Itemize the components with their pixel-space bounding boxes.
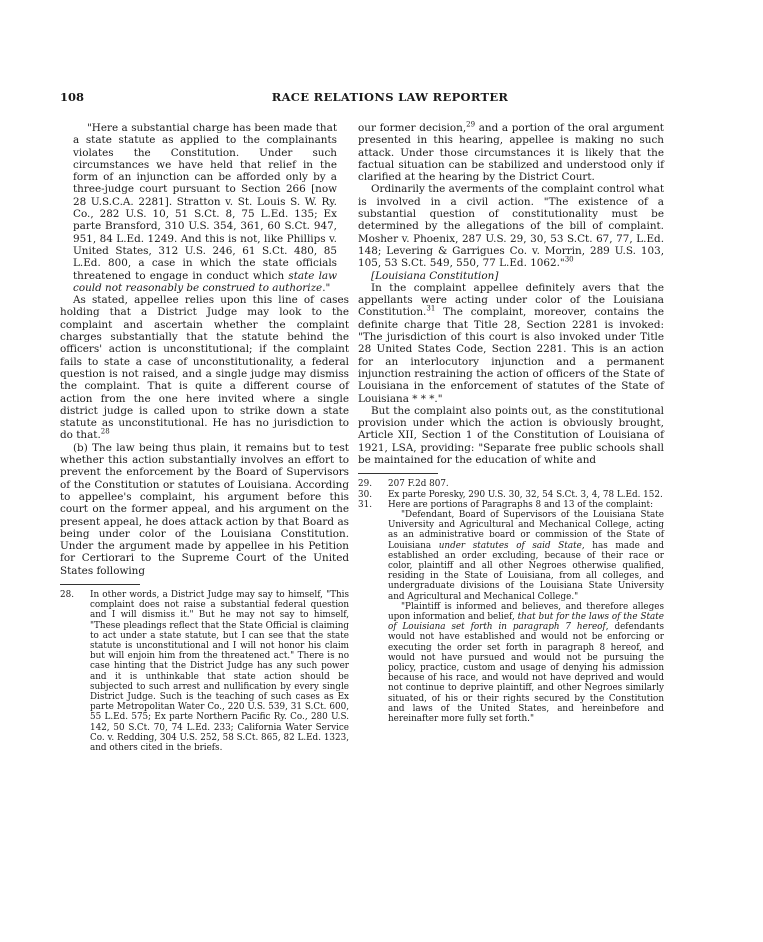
right-column [358, 122, 664, 724]
footnotes-left [60, 590, 349, 753]
running-title: RACE RELATIONS LAW REPORTER [271, 90, 509, 104]
footnote-31-quote-1: "Defendant, Board of Supervisors of the Louisiana State University and Agricultural and Mechanical College, acting as an administrative board or commission of the State of Louisiana under statutes of said State, has made and established an order excluding, because of their race or color, plaintiff and all other Negroes otherwise qualified, residing in the State of Louisiana, from all colleges, and undergraduate divisions of the Louisiana State University and Agricultural and Mechanical College." [388, 509, 664, 602]
footnote-ref: 30 [564, 255, 574, 264]
page-header [60, 90, 720, 106]
footnote-rule [60, 584, 140, 585]
footnote-30: 30. Ex parte Poresky, 290 U.S. 30, 32, 54 S.Ct. 3, 4, 78 L.Ed. 152. [358, 489, 663, 500]
page-number: 108 [60, 90, 85, 104]
footnote-28: 28. In other words, a District Judge may say to himself, "This complaint does not raise a substantial federal question and I will dismiss it." But he may not say to himself, "These pleadings reflect that the State Official is claiming to act under a state statute, but I can see that the state statute is unconstitutional and I will not honor his claim but will enjoin him from the threatened act." There is no case hinting that the District Judge has any such power and it is unthinkable that state action should be subjected to such arrest and nullification by every single District Judge. Such is the teaching of such cases as Ex parte Metropolitan Water Co., 220 U.S. 539, 31 S.Ct. 600, 55 L.Ed. 575; Ex parte Northern Pacific Ry. Co., 280 U.S. 142, 50 S.Ct. 70, 74 L.Ed. 233; California Water Service Co. v. Redding, 304 U.S. 252, 58 S.Ct. 865, 82 L.Ed. 1323, and others cited in the briefs. [60, 589, 349, 754]
paragraph: In the complaint appellee definitely avers that the appellants were acting under color of the Louisiana Constitution.$^{31}$ The complaint, moreover, contains the definite charge that Title 28, Section 2281 is invoked: "The jurisdiction of this court is also invoked under Title 28 United States Code, Section 2281. This is an action for an interlocutory injunction and a permanent injunction restraining the action of officers of the State of Louisiana in the enforcement of statutes of the State of Louisiana * * *." [358, 281, 664, 405]
paragraph: (b) The law being thus plain, it remains but to test whether this action substantially involves an effort to prevent the enforcement by the Board of Supervisors of the Constitution or statutes of Louisiana. According to appellee's complaint, his argument before this court on the former appeal, and his argument on the present appeal, he does attack action by that Board as being under color of the Louisiana Constitution. Under the argument made by appellee in his Petition for Certiorari to the Supreme Court of the United States following [60, 441, 349, 577]
footnote-ref: 31 [426, 304, 436, 313]
footnote-29: 29. 207 F.2d 807. [358, 479, 449, 490]
footnotes-right [358, 479, 664, 724]
footnote-ref: 29 [466, 120, 476, 129]
left-column [60, 122, 349, 753]
paragraph: But the complaint also points out, as the constitutional provision under which the action is obviously brought, Article XII, Section 1 of the Constitution of Louisiana of 1921, LSA, providing: "Separate free public schools shall be maintained for the education of white and [358, 404, 664, 467]
paragraph: Ordinarily the averments of the complaint control what is involved in a civil action. "The existence of a substantial question of constitutionality must be determined by the allegations of the bill of complaint. Mosher v. Phoenix, 287 U.S. 29, 30, 53 S.Ct. 67, 77, L.Ed. 148; Levering & Garrigues Co. v. Morrin, 289 U.S. 103, 105, 53 S.Ct. 549, 550, 77 L.Ed. 1062."$^{30}$ [358, 183, 664, 270]
paragraph: As stated, appellee relies upon this line of cases holding that a District Judge may look to the complaint and ascertain whether the complaint charges substantially that the statute behind the officers' action is unconstitutional; if the complaint fails to state a case of unconstitutionality, a federal question is not raised, and a single judge may dismiss the complaint. That is quite a different course of action from the one here invited where a single district judge is called upon to strike down a state statute as unconstitutional. He has no jurisdiction to do that.$^{28}$ [60, 294, 349, 442]
block-quote: "Here a substantial charge has been made that a state statute as applied to the complainants violates the Constitution. Under such circumstances we have held that relief in the form of an injunction can be afforded only by a three-judge court pursuant to Section 266 [now 28 U.S.C.A. 2281]. Stratton v. St. Louis S. W. Ry. Co., 282 U.S. 10, 51 S.Ct. 8, 75 L.Ed. 135; Ex parte Bransford, 310 U.S. 354, 361, 60 S.Ct. 947, 951, 84 L.Ed. 1249. And this is not, like Phillips v. United States, 312 U.S. 246, 61 S.Ct. 480, 85 L.Ed. 800, a case in which the state officials threatened to engage in conduct which state law could not reasonably be construed to authorize." [73, 122, 337, 294]
footnote-rule [358, 473, 438, 474]
paragraph: our former decision,$^{29}$ and a portion of the oral argument presented in this hearing, appellee is making no such attack. Under those circumstances it is likely that the factual situation can be stabilized and understood only if clarified at the hearing by the District Court. [358, 120, 664, 184]
footnote-ref: 28 [100, 427, 110, 436]
footnote-31-quote-2: "Plaintiff is informed and believes, and therefore alleges upon information and belief, that but for the laws of the State of Louisiana set forth in paragraph 7 hereof, defendants would not have established and would not be enforcing or executing the order set forth in paragraph 8 hereof, and would not have pursued and would not be pursuing the policy, practice, custom and usage of denying his admission because of his race, and would not have deprived and would not continue to deprive plaintiff, and other Negroes similarly situated, of his or their rights secured by the Constitution and laws of the United States, and hereinbefore and hereinafter more fully set forth." [388, 601, 664, 724]
section-heading: [Louisiana Constitution] [371, 269, 499, 282]
footnote-31: 31. Here are portions of Paragraphs 8 and 13 of the complaint: [358, 499, 654, 510]
